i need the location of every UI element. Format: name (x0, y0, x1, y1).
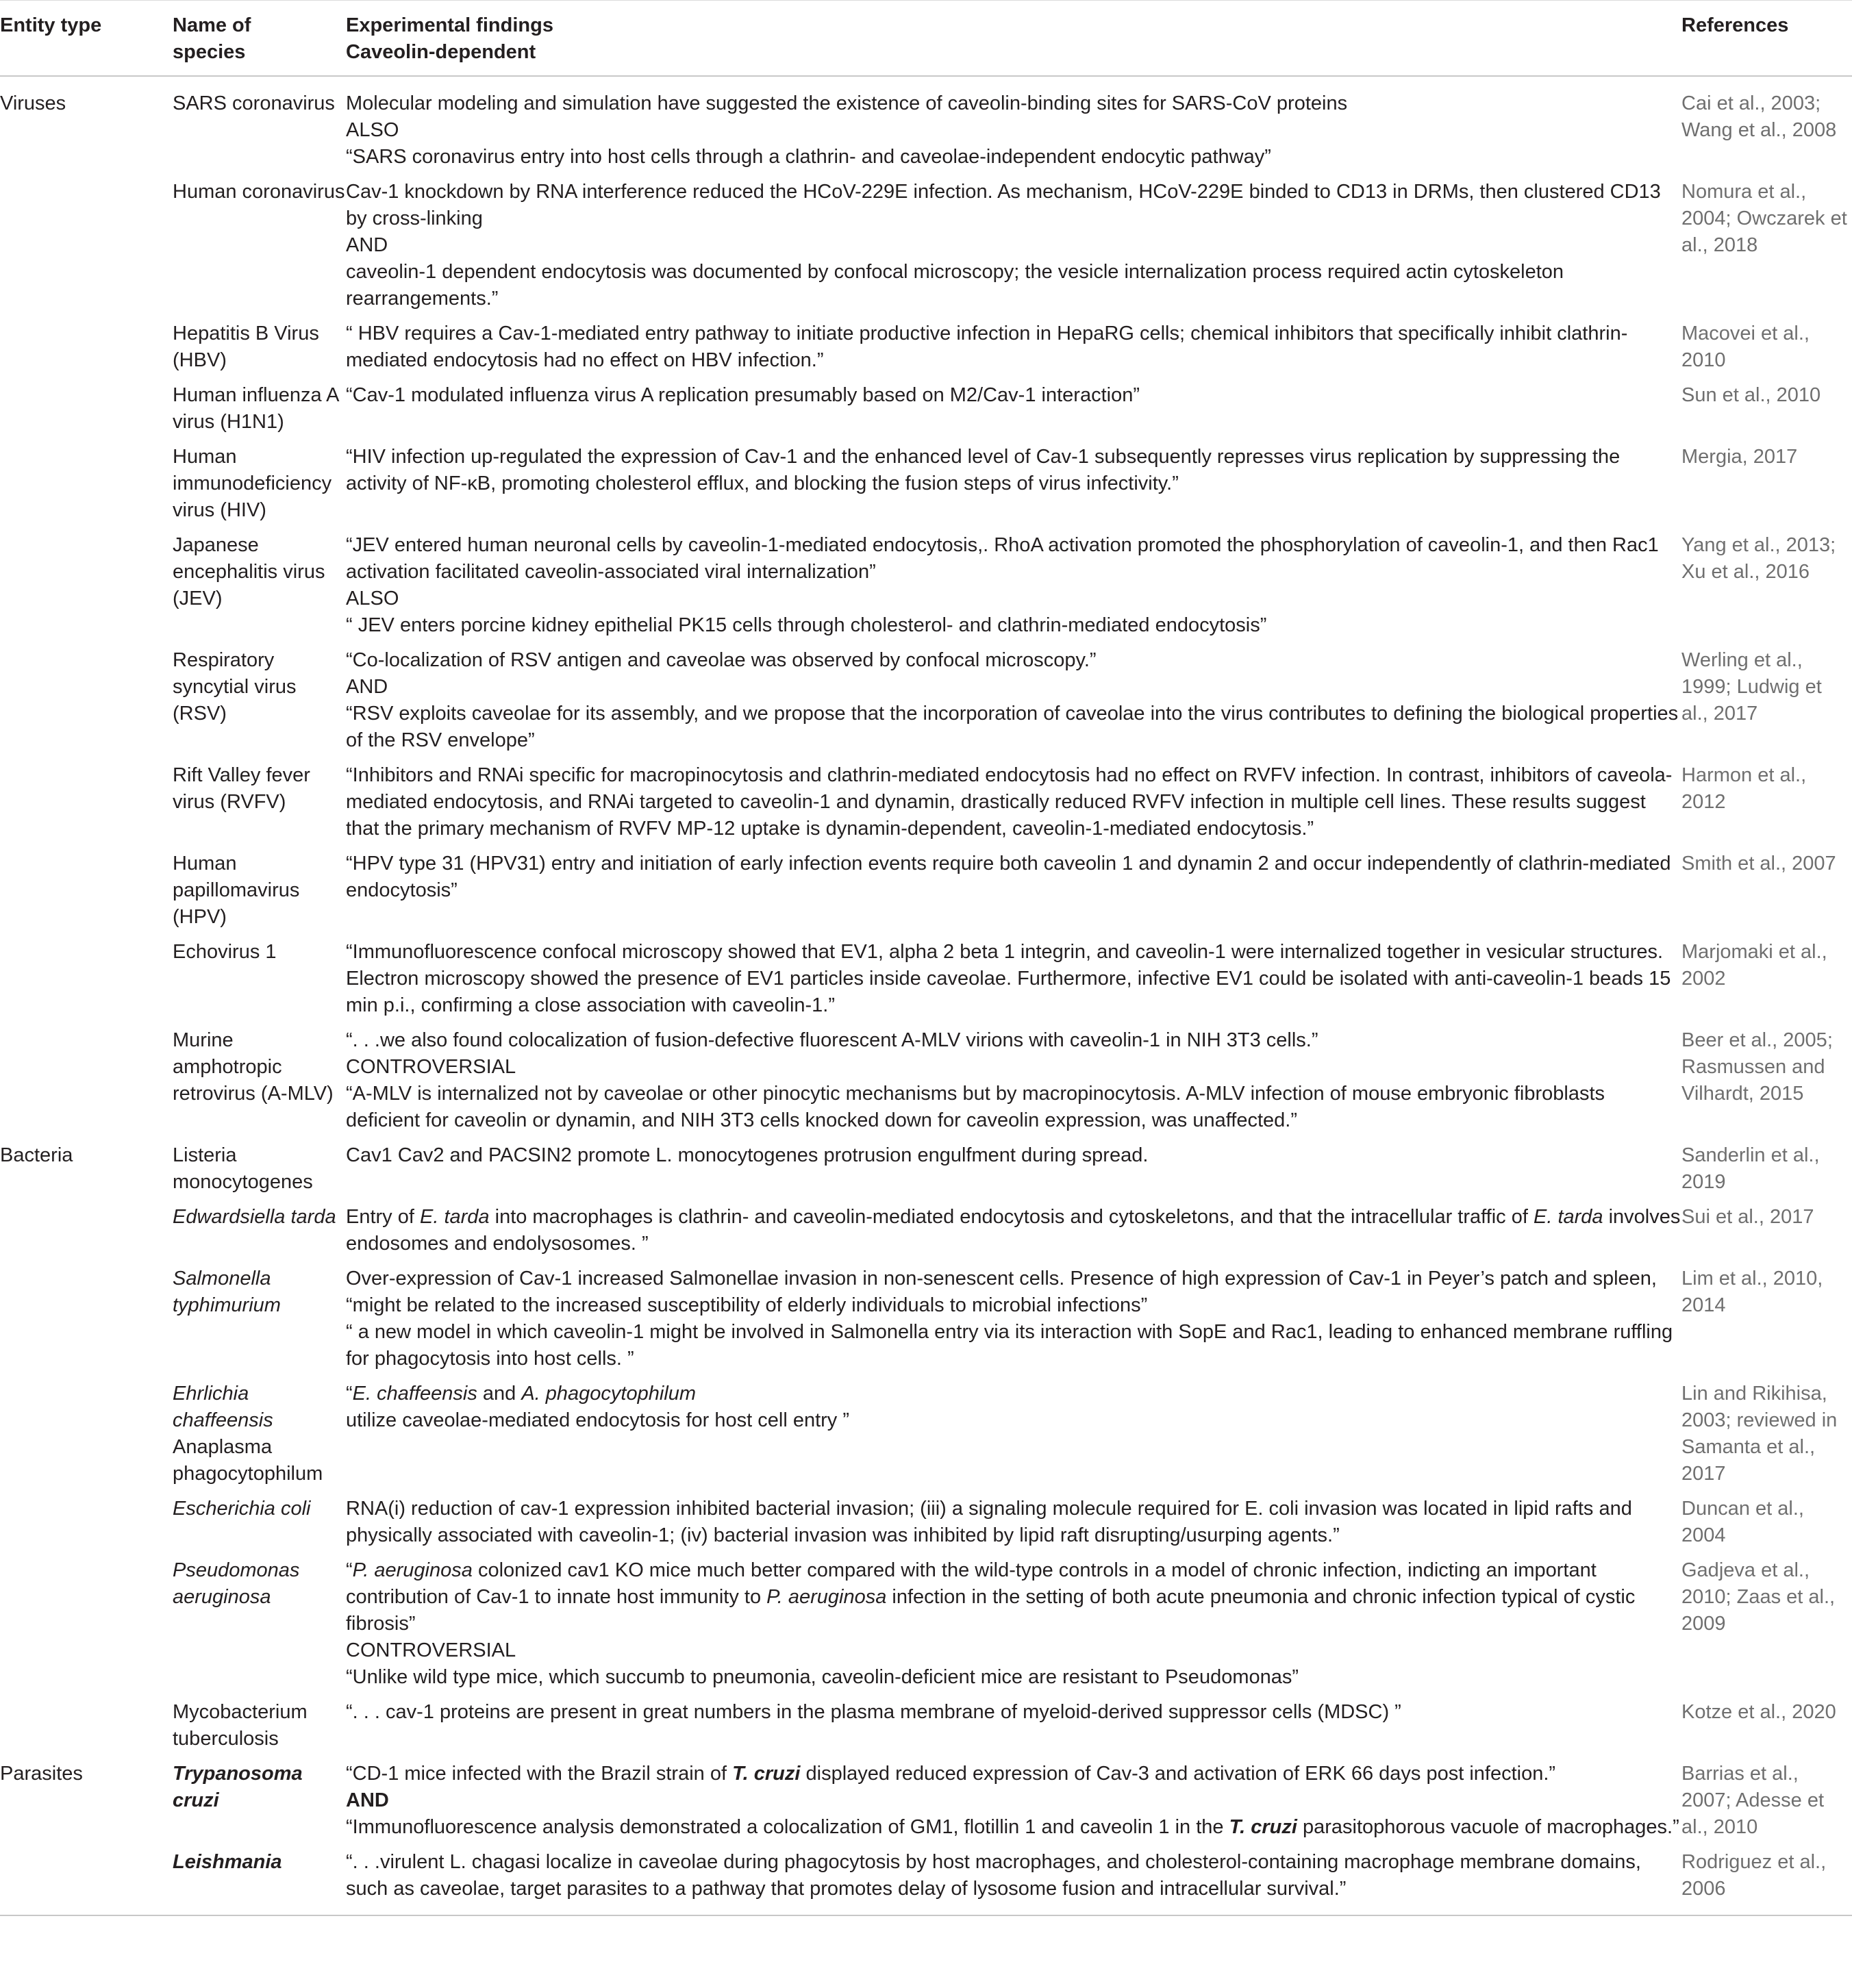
finding-paragraph: Entry of E. tarda into macrophages is clathrin- and caveolin-mediated endocytosis and cytoskeletons, and that the intracellular traffic of E. tarda involves endosomes and endolysosomes. ” (346, 1206, 1681, 1255)
table-row (0, 1698, 1852, 1759)
finding-paragraph: caveolin-1 dependent endocytosis was documented by confocal microscopy; the vesicle internalization process required actin cytoskeleton rearrangements.” (346, 261, 1564, 310)
finding-paragraph: “. . . cav-1 proteins are present in great numbers in the plasma membrane of myeloid-derived suppressor cells (MDSC) ” (346, 1701, 1401, 1723)
species-cell (173, 1379, 346, 1494)
entity-type-cell (0, 1556, 173, 1698)
table-header (0, 1, 1852, 77)
findings-cell (346, 938, 1681, 1026)
table-row (0, 1379, 1852, 1494)
finding-paragraph: “ a new model in which caveolin-1 might be involved in Salmonella entry via its interaction with SopE and Rac1, leading to enhanced membrane ruffling for phagocytosis into host cells. ” (346, 1321, 1673, 1370)
header-references: References (1681, 1, 1852, 77)
finding-paragraph: “A-MLV is internalized not by caveolae or other pinocytic mechanisms but by macropinocytosis. A-MLV infection of mouse embryonic fibroblasts deficient for caveolin or dynamin, and NIH 3T3 cells knocked down for caveolin expression, was unaffected.” (346, 1083, 1605, 1131)
reference-cell: Kotze et al., 2020 (1681, 1701, 1836, 1723)
entity-type-cell (0, 938, 173, 1026)
entity-type-cell (0, 1264, 173, 1379)
entity-type-cell (0, 1848, 173, 1915)
reference-cell: Lin and Rikihisa, 2003; reviewed in Samanta et al., 2017 (1681, 1383, 1838, 1485)
species-cell (173, 849, 346, 938)
table-row (0, 646, 1852, 761)
species-cell (173, 1026, 346, 1141)
species-name: Trypanosoma cruzi (173, 1763, 303, 1811)
finding-paragraph: Cav1 Cav2 and PACSIN2 promote L. monocytogenes protrusion engulfment during spread. (346, 1144, 1149, 1166)
finding-paragraph: “Inhibitors and RNAi specific for macropinocytosis and clathrin-mediated endocytosis had no effect on RVFV infection. In contrast, inhibitors of caveola-mediated endocytosis, and RNAi targeted to caveolin-1 and dynamin, drastically reduced RVFV infection in multiple cell lines. These results suggest that the primary mechanism of RVFV MP-12 uptake is dynamin-dependent, caveolin-1-mediated endocytosis.” (346, 764, 1673, 840)
species-cell (173, 1141, 346, 1203)
species-cell (173, 1556, 346, 1698)
finding-paragraph: “ HBV requires a Cav-1-mediated entry pathway to initiate productive infection in HepaRG cells; chemical inhibitors that specifically inhibit clathrin-mediated endocytosis had no effect on HBV infection.” (346, 323, 1628, 371)
reference-cell: Yang et al., 2013; Xu et al., 2016 (1681, 534, 1836, 583)
finding-paragraph: “Cav-1 modulated influenza virus A replication presumably based on M2/Cav-1 interaction” (346, 384, 1140, 406)
findings-cell (346, 1141, 1681, 1203)
species-cell (173, 531, 346, 646)
reference-cell: Werling et al., 1999; Ludwig et al., 2017 (1681, 649, 1822, 725)
finding-paragraph: ALSO (346, 588, 399, 609)
reference-cell: Duncan et al., 2004 (1681, 1498, 1804, 1546)
finding-paragraph: “ JEV enters porcine kidney epithelial PK15 cells through cholesterol- and clathrin-mediated endocytosis” (346, 614, 1267, 636)
species-name: Hepatitis B Virus (HBV) (173, 323, 319, 371)
species-cell (173, 1264, 346, 1379)
entity-type-cell (0, 1026, 173, 1141)
header-species: Name of species (173, 1, 346, 77)
table-body (0, 76, 1852, 1915)
species-cell (173, 1698, 346, 1759)
species-name: Echovirus 1 (173, 941, 277, 963)
species-name: Ehrlichia chaffeensis (173, 1383, 273, 1431)
findings-cell (346, 177, 1681, 319)
table-row (0, 1203, 1852, 1264)
findings-cell (346, 761, 1681, 849)
findings-cell (346, 531, 1681, 646)
reference-cell: Marjomaki et al., 2002 (1681, 941, 1827, 990)
species-cell (173, 1759, 346, 1848)
entity-type-cell (0, 319, 173, 381)
findings-cell (346, 1698, 1681, 1759)
species-name: Respiratory syncytial virus (RSV) (173, 649, 297, 725)
entity-type-cell (0, 1379, 173, 1494)
findings-cell (346, 76, 1681, 177)
table-row (0, 1141, 1852, 1203)
reference-cell: Sun et al., 2010 (1681, 384, 1821, 406)
species-cell (173, 938, 346, 1026)
findings-cell (346, 1494, 1681, 1556)
finding-paragraph: Over-expression of Cav-1 increased Salmonellae invasion in non-senescent cells. Presence of high expression of Cav-1 in Peyer’s patch and spleen, “might be related to the increased susceptibility of elderly individuals to microbial infections” (346, 1268, 1657, 1316)
finding-paragraph: “SARS coronavirus entry into host cells through a clathrin- and caveolae-independent endocytic pathway” (346, 146, 1271, 168)
finding-paragraph: “RSV exploits caveolae for its assembly, and we propose that the incorporation of caveolae into the virus contributes to defining the biological properties of the RSV envelope” (346, 703, 1679, 751)
table-row (0, 76, 1852, 177)
species-cell (173, 319, 346, 381)
species-name: Escherichia coli (173, 1498, 311, 1520)
findings-cell (346, 1026, 1681, 1141)
finding-paragraph: “P. aeruginosa colonized cav1 KO mice much better compared with the wild-type controls in a model of chronic infection, indicting an important contribution of Cav-1 to innate host immunity to P. aeruginosa infection in the setting of both acute pneumonia and chronic infection typical of cystic fibrosis” (346, 1559, 1636, 1635)
finding-paragraph: “JEV entered human neuronal cells by caveolin-1-mediated endocytosis,. RhoA activation promoted the phosphorylation of caveolin-1, and then Rac1 activation facilitated caveolin-associated viral internalization” (346, 534, 1659, 583)
finding-paragraph: “E. chaffeensis and A. phagocytophilum (346, 1383, 697, 1405)
finding-paragraph: utilize caveolae-mediated endocytosis for host cell entry ” (346, 1409, 850, 1431)
species-name: Human influenza A virus (H1N1) (173, 384, 338, 433)
species-name: Pseudomonas aeruginosa (173, 1559, 300, 1608)
species-name: Murine amphotropic retrovirus (A-MLV) (173, 1029, 334, 1105)
reference-cell: Gadjeva et al., 2010; Zaas et al., 2009 (1681, 1559, 1836, 1635)
species-name: Salmonella typhimurium (173, 1268, 281, 1316)
species-cell (173, 381, 346, 442)
table-row (0, 1759, 1852, 1848)
species-name: Japanese encephalitis virus (JEV) (173, 534, 325, 609)
table-row (0, 1494, 1852, 1556)
species-name: SARS coronavirus (173, 92, 335, 114)
finding-paragraph: “HPV type 31 (HPV31) entry and initiation of early infection events require both caveolin 1 and dynamin 2 and occur independently of clathrin-mediated endocytosis” (346, 853, 1671, 901)
table-row (0, 938, 1852, 1026)
finding-paragraph: ALSO (346, 119, 399, 141)
reference-cell: Macovei et al., 2010 (1681, 323, 1810, 371)
findings-cell (346, 1759, 1681, 1848)
species-cell (173, 646, 346, 761)
reference-cell: Cai et al., 2003; Wang et al., 2008 (1681, 92, 1837, 141)
finding-paragraph: “CD-1 mice infected with the Brazil strain of T. cruzi displayed reduced expression of Cav-3 and activation of ERK 66 days post infection.” (346, 1763, 1556, 1785)
species-cell (173, 76, 346, 177)
table-row (0, 761, 1852, 849)
findings-cell (346, 849, 1681, 938)
species-name: Human immunodeficiency virus (HIV) (173, 446, 332, 521)
table-row (0, 442, 1852, 531)
finding-paragraph: “. . .virulent L. chagasi localize in caveolae during phagocytosis by host macrophages, and cholesterol-containing macrophage membrane domains, such as caveolae, target parasites to a pathway that promotes delay of lysosome fusion and intracellular survival.” (346, 1851, 1641, 1900)
species-cell (173, 1203, 346, 1264)
entity-type-cell (0, 761, 173, 849)
findings-cell (346, 646, 1681, 761)
species-name-secondary: Anaplasma phagocytophilum (173, 1436, 323, 1485)
finding-paragraph: “Co-localization of RSV antigen and caveolae was observed by confocal microscopy.” (346, 649, 1097, 671)
finding-paragraph: “Immunofluorescence analysis demonstrated a colocalization of GM1, flotillin 1 and caveolin 1 in the T. cruzi parasitophorous vacuole of macrophages.” (346, 1816, 1679, 1838)
species-cell (173, 177, 346, 319)
species-cell (173, 442, 346, 531)
entity-type-cell (0, 1203, 173, 1264)
findings-cell (346, 442, 1681, 531)
reference-cell: Mergia, 2017 (1681, 446, 1798, 468)
entity-type-cell (0, 849, 173, 938)
reference-cell: Beer et al., 2005; Rasmussen and Vilhardt, 2015 (1681, 1029, 1833, 1105)
entity-type-cell: Bacteria (0, 1144, 73, 1166)
entity-type-cell (0, 1494, 173, 1556)
finding-paragraph: Molecular modeling and simulation have suggested the existence of caveolin-binding sites for SARS-CoV proteins (346, 92, 1348, 114)
species-cell (173, 1494, 346, 1556)
reference-cell: Nomura et al., 2004; Owczarek et al., 2018 (1681, 181, 1847, 256)
entity-type-cell: Parasites (0, 1763, 83, 1785)
species-cell (173, 761, 346, 849)
header-entity-type: Entity type (0, 1, 173, 77)
reference-cell: Harmon et al., 2012 (1681, 764, 1807, 813)
table-row (0, 531, 1852, 646)
reference-cell: Smith et al., 2007 (1681, 853, 1836, 875)
species-cell (173, 1848, 346, 1915)
species-name: Human coronavirus (173, 181, 345, 203)
species-name: Human papillomavirus (HPV) (173, 853, 300, 928)
reference-cell: Rodriguez et al., 2006 (1681, 1848, 1852, 1915)
finding-paragraph: AND (346, 1789, 389, 1811)
finding-paragraph: “HIV infection up-regulated the expression of Cav-1 and the enhanced level of Cav-1 subsequently represses virus replication by suppressing the activity of NF-κB, promoting cholesterol efflux, and blocking the fusion steps of virus infectivity.” (346, 446, 1620, 494)
table-row (0, 1848, 1852, 1915)
entity-type-cell (0, 381, 173, 442)
entity-type-cell (0, 1698, 173, 1759)
table-row (0, 1026, 1852, 1141)
findings-cell (346, 1556, 1681, 1698)
finding-paragraph: AND (346, 676, 388, 698)
table-row (0, 381, 1852, 442)
species-name: Mycobacterium tuberculosis (173, 1701, 308, 1750)
table-row (0, 177, 1852, 319)
finding-paragraph: RNA(i) reduction of cav-1 expression inhibited bacterial invasion; (iii) a signaling molecule required for E. coli invasion was located in lipid rafts and physically associated with caveolin-1; (iv) bacterial invasion was inhibited by lipid raft disrupting/usurping agents.” (346, 1498, 1632, 1546)
species-name: Rift Valley fever virus (RVFV) (173, 764, 310, 813)
header-findings: Experimental findings Caveolin-dependent (346, 1, 1681, 77)
findings-cell (346, 1848, 1681, 1915)
header-row (0, 1, 1852, 77)
entity-type-cell (0, 531, 173, 646)
entity-type-cell (0, 646, 173, 761)
table-row (0, 1264, 1852, 1379)
reference-cell: Sui et al., 2017 (1681, 1206, 1814, 1228)
findings-cell (346, 1264, 1681, 1379)
table-row (0, 319, 1852, 381)
species-name: Leishmania (173, 1851, 282, 1873)
entity-type-cell (0, 177, 173, 319)
finding-paragraph: “Immunofluorescence confocal microscopy showed that EV1, alpha 2 beta 1 integrin, and caveolin-1 were internalized together in vesicular structures. Electron microscopy showed the presence of EV1 particles inside caveolae. Furthermore, infective EV1 could be isolated with anti-caveolin-1 beads 15 min p.i., confirming a close association with caveolin-1.” (346, 941, 1671, 1016)
finding-paragraph: AND (346, 234, 388, 256)
species-name: Edwardsiella tarda (173, 1206, 336, 1228)
reference-cell: Sanderlin et al., 2019 (1681, 1144, 1820, 1193)
findings-cell (346, 1379, 1681, 1494)
reference-cell: Lim et al., 2010, 2014 (1681, 1268, 1823, 1316)
finding-paragraph: “Unlike wild type mice, which succumb to pneumonia, caveolin-deficient mice are resistant to Pseudomonas” (346, 1666, 1299, 1688)
findings-cell (346, 1203, 1681, 1264)
finding-paragraph: Cav-1 knockdown by RNA interference reduced the HCoV-229E infection. As mechanism, HCoV-229E binded to CD13 in DRMs, then clustered CD13 by cross-linking (346, 181, 1661, 229)
findings-cell (346, 319, 1681, 381)
species-name: Listeria monocytogenes (173, 1144, 313, 1193)
finding-paragraph: CONTROVERSIAL (346, 1056, 516, 1078)
table-row (0, 1556, 1852, 1698)
table-row (0, 849, 1852, 938)
findings-cell (346, 381, 1681, 442)
finding-paragraph: “. . .we also found colocalization of fusion-defective fluorescent A-MLV virions with caveolin-1 in NIH 3T3 cells.” (346, 1029, 1318, 1051)
reference-cell: Barrias et al., 2007; Adesse et al., 2010 (1681, 1763, 1824, 1838)
finding-paragraph: CONTROVERSIAL (346, 1639, 516, 1661)
entity-type-cell (0, 442, 173, 531)
entity-type-cell: Viruses (0, 92, 66, 114)
